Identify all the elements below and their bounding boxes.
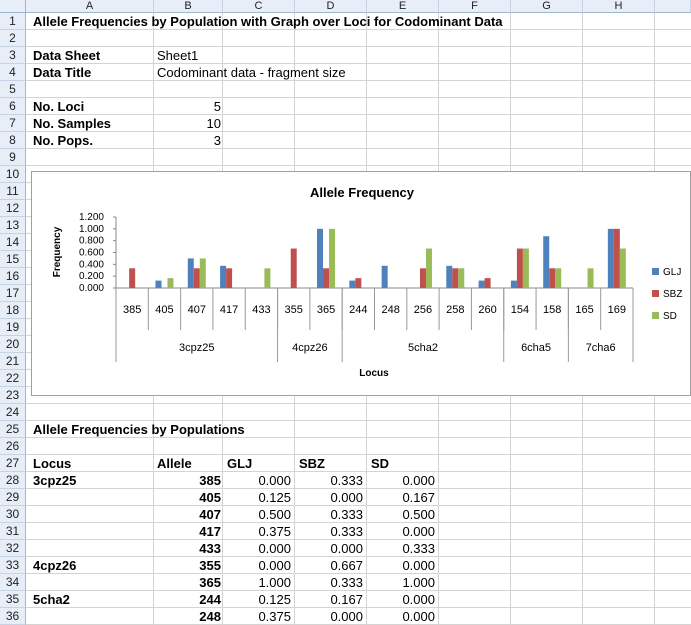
glj-cell[interactable]: 0.500 [258, 507, 291, 522]
bar-glj [188, 258, 194, 288]
glj-cell[interactable]: 1.000 [258, 575, 291, 590]
row-header-28[interactable]: 28 [0, 472, 26, 489]
bar-glj [446, 266, 452, 288]
allele-cell[interactable]: 433 [199, 541, 221, 556]
table-header-allele[interactable]: Allele [157, 456, 192, 471]
sd-cell[interactable]: 0.000 [402, 524, 435, 539]
chart-canvas [32, 172, 690, 395]
glj-cell[interactable]: 0.000 [258, 541, 291, 556]
row-gridline [26, 148, 691, 149]
row-header-4[interactable]: 4 [0, 64, 26, 81]
row-header-33[interactable]: 33 [0, 557, 26, 574]
y-tick-label: 0.000 [78, 283, 104, 294]
row-gridline [26, 114, 691, 115]
bar-glj [155, 281, 161, 288]
group-label: 7cha6 [585, 342, 616, 354]
category-label: 385 [122, 304, 142, 316]
x-axis-label: Locus [359, 368, 389, 379]
glj-cell[interactable]: 0.000 [258, 558, 291, 573]
y-axis-label: Frequency [52, 226, 63, 278]
row-header-7[interactable]: 7 [0, 115, 26, 132]
sbz-cell[interactable]: 0.000 [330, 541, 363, 556]
group-label: 5cha2 [407, 342, 438, 354]
no-loci-label[interactable]: No. Loci [33, 99, 85, 114]
row-header-6[interactable]: 6 [0, 98, 26, 115]
row-header-8[interactable]: 8 [0, 132, 26, 149]
bar-glj [543, 236, 549, 288]
table-header-locus[interactable]: Locus [33, 456, 72, 471]
bar-sbz [485, 278, 491, 288]
locus-cell[interactable]: 4cpz26 [33, 558, 77, 573]
bar-sbz [420, 268, 426, 288]
allele-cell[interactable]: 385 [199, 473, 221, 488]
row-header-20[interactable]: 20 [0, 336, 26, 353]
row-header-26[interactable]: 26 [0, 438, 26, 455]
legend-swatch-sd [652, 312, 659, 319]
bar-sbz [614, 229, 620, 288]
sd-cell[interactable]: 1.000 [402, 575, 435, 590]
legend-label: SD [663, 311, 677, 322]
row-header-16[interactable]: 16 [0, 268, 26, 285]
locus-cell[interactable]: 3cpz25 [33, 473, 77, 488]
sbz-cell[interactable]: 0.333 [330, 524, 363, 539]
bar-sd [426, 249, 432, 288]
column-header-A[interactable]: A [26, 0, 154, 13]
row-header-14[interactable]: 14 [0, 234, 26, 251]
row-header-32[interactable]: 32 [0, 540, 26, 557]
allele-cell[interactable]: 417 [199, 524, 221, 539]
category-label: 244 [349, 304, 368, 316]
row-header-22[interactable]: 22 [0, 370, 26, 387]
allele-cell[interactable]: 248 [199, 609, 221, 624]
category-label: 256 [413, 304, 433, 316]
bar-glj [382, 266, 388, 288]
row-header-11[interactable]: 11 [0, 183, 26, 200]
row-header-36[interactable]: 36 [0, 608, 26, 625]
bar-sbz [323, 268, 329, 288]
no-pops-value[interactable]: 3 [213, 133, 221, 148]
table-header-sbz[interactable]: SBZ [299, 456, 325, 471]
row-header-12[interactable]: 12 [0, 200, 26, 217]
row-header-30[interactable]: 30 [0, 506, 26, 523]
glj-cell[interactable]: 0.125 [258, 490, 291, 505]
bar-sbz [226, 268, 232, 288]
y-tick-label: 0.400 [78, 259, 104, 271]
glj-cell[interactable]: 0.375 [258, 524, 291, 539]
bar-sd [329, 229, 335, 288]
allele-cell[interactable]: 365 [199, 575, 221, 590]
row-gridline [26, 97, 691, 98]
bar-sd [458, 268, 464, 288]
category-label: 405 [155, 304, 174, 316]
sd-cell[interactable]: 0.167 [402, 490, 435, 505]
row-header-21[interactable]: 21 [0, 353, 26, 370]
column-header-F[interactable]: F [439, 0, 511, 13]
row-header-35[interactable]: 35 [0, 591, 26, 608]
sbz-cell[interactable]: 0.333 [330, 575, 363, 590]
column-header-C[interactable]: C [223, 0, 295, 13]
sd-cell[interactable]: 0.000 [402, 558, 435, 573]
category-label: 433 [252, 304, 271, 316]
legend-swatch-glj [652, 268, 659, 275]
data-sheet-label[interactable]: Data Sheet [33, 48, 101, 63]
row-header-19[interactable]: 19 [0, 319, 26, 336]
allele-cell[interactable]: 405 [199, 490, 221, 505]
locus-cell[interactable]: 5cha2 [33, 592, 70, 607]
y-tick-label: 1.000 [78, 223, 104, 235]
allele-frequency-chart[interactable] [31, 171, 691, 396]
data-title-value[interactable]: Codominant data - fragment size [157, 65, 346, 80]
row-gridline [26, 454, 691, 455]
y-tick-label: 0.600 [78, 247, 104, 259]
legend-label: GLJ [663, 267, 682, 278]
bar-glj [349, 281, 355, 288]
table-header-glj[interactable]: GLJ [227, 456, 253, 471]
bar-sbz [549, 268, 555, 288]
category-label: 355 [284, 304, 303, 316]
allele-cell[interactable]: 244 [199, 592, 221, 607]
row-header-27[interactable]: 27 [0, 455, 26, 472]
bar-sbz [129, 268, 135, 288]
y-tick-label: 0.200 [78, 271, 104, 283]
no-samples-value[interactable]: 10 [206, 116, 221, 131]
glj-cell[interactable]: 0.125 [258, 592, 291, 607]
column-header-G[interactable]: G [511, 0, 583, 13]
row-header-9[interactable]: 9 [0, 149, 26, 166]
row-header-10[interactable]: 10 [0, 166, 26, 183]
column-header-B[interactable]: B [154, 0, 223, 13]
category-label: 248 [381, 304, 400, 316]
row-header-29[interactable]: 29 [0, 489, 26, 506]
allele-cell[interactable]: 355 [199, 558, 221, 573]
chart-title: Allele Frequency [309, 185, 415, 200]
sd-cell[interactable]: 0.000 [402, 473, 435, 488]
row-gridline [26, 63, 691, 64]
no-loci-value[interactable]: 5 [213, 99, 221, 114]
column-header-H[interactable]: H [583, 0, 655, 13]
row-header-1[interactable]: 1 [0, 13, 26, 30]
category-label: 417 [219, 304, 239, 316]
section-title[interactable]: Allele Frequencies by Populations [33, 422, 245, 437]
category-label: 154 [510, 304, 530, 316]
bar-sd [523, 249, 529, 288]
data-sheet-value[interactable]: Sheet1 [157, 48, 199, 63]
row-gridline [26, 165, 691, 166]
group-label: 4cpz26 [292, 342, 328, 354]
no-pops-label[interactable]: No. Pops. [33, 133, 93, 148]
row-header-25[interactable]: 25 [0, 421, 26, 438]
glj-cell[interactable]: 0.000 [258, 473, 291, 488]
bar-glj [511, 281, 517, 288]
table-header-sd[interactable]: SD [371, 456, 390, 471]
category-label: 260 [478, 304, 497, 316]
row-header-13[interactable]: 13 [0, 217, 26, 234]
sbz-cell[interactable]: 0.333 [330, 507, 363, 522]
column-header-extra[interactable] [655, 0, 691, 13]
row-gridline [26, 131, 691, 132]
glj-cell[interactable]: 0.375 [258, 609, 291, 624]
y-tick-label: 1.200 [78, 212, 104, 223]
sbz-cell[interactable]: 0.000 [330, 609, 363, 624]
select-all-corner[interactable] [0, 0, 26, 13]
row-header-2[interactable]: 2 [0, 30, 26, 47]
bar-sd [555, 268, 561, 288]
y-tick-label: 0.800 [78, 235, 104, 247]
category-label: 365 [316, 304, 336, 316]
bar-glj [317, 229, 323, 288]
bar-glj [220, 266, 226, 288]
group-label: 3cpz25 [179, 342, 215, 354]
category-label: 258 [446, 304, 465, 316]
sd-cell[interactable]: 0.000 [402, 592, 435, 607]
bar-sd [167, 278, 173, 288]
bar-sd [200, 258, 206, 288]
bar-sbz [517, 249, 523, 288]
column-header-E[interactable]: E [367, 0, 439, 13]
sbz-cell[interactable]: 0.333 [330, 473, 363, 488]
sbz-cell[interactable]: 0.167 [330, 592, 363, 607]
sheet-title[interactable]: Allele Frequencies by Population with Graph over Loci for Codominant Data [33, 14, 503, 29]
bar-sd [264, 268, 270, 288]
group-label: 6cha5 [521, 342, 552, 354]
data-title-label[interactable]: Data Title [33, 65, 92, 80]
row-header-34[interactable]: 34 [0, 574, 26, 591]
row-header-17[interactable]: 17 [0, 285, 26, 302]
row-header-3[interactable]: 3 [0, 47, 26, 64]
sd-cell[interactable]: 0.333 [402, 541, 435, 556]
sbz-cell[interactable]: 0.667 [330, 558, 363, 573]
row-header-15[interactable]: 15 [0, 251, 26, 268]
legend-swatch-sbz [652, 290, 659, 297]
bar-glj [479, 281, 485, 288]
column-header-D[interactable]: D [295, 0, 367, 13]
bar-sd [588, 268, 594, 288]
row-header-23[interactable]: 23 [0, 387, 26, 404]
bar-sbz [291, 249, 297, 288]
row-gridline [26, 80, 691, 81]
bar-glj [608, 229, 614, 288]
row-gridline [26, 403, 691, 404]
no-samples-label[interactable]: No. Samples [33, 116, 112, 131]
legend-label: SBZ [663, 289, 683, 300]
row-header-5[interactable]: 5 [0, 81, 26, 98]
category-label: 158 [543, 304, 562, 316]
row-header-18[interactable]: 18 [0, 302, 26, 319]
sd-cell[interactable]: 0.000 [402, 609, 435, 624]
bar-sbz [452, 268, 458, 288]
bar-sd [620, 249, 626, 288]
row-header-24[interactable]: 24 [0, 404, 26, 421]
allele-cell[interactable]: 407 [199, 507, 221, 522]
bar-sbz [355, 278, 361, 288]
category-label: 407 [187, 304, 206, 316]
bar-sbz [194, 268, 200, 288]
sd-cell[interactable]: 0.500 [402, 507, 435, 522]
row-gridline [26, 46, 691, 47]
row-header-31[interactable]: 31 [0, 523, 26, 540]
sbz-cell[interactable]: 0.000 [330, 490, 363, 505]
category-label: 165 [575, 304, 594, 316]
category-label: 169 [607, 304, 627, 316]
